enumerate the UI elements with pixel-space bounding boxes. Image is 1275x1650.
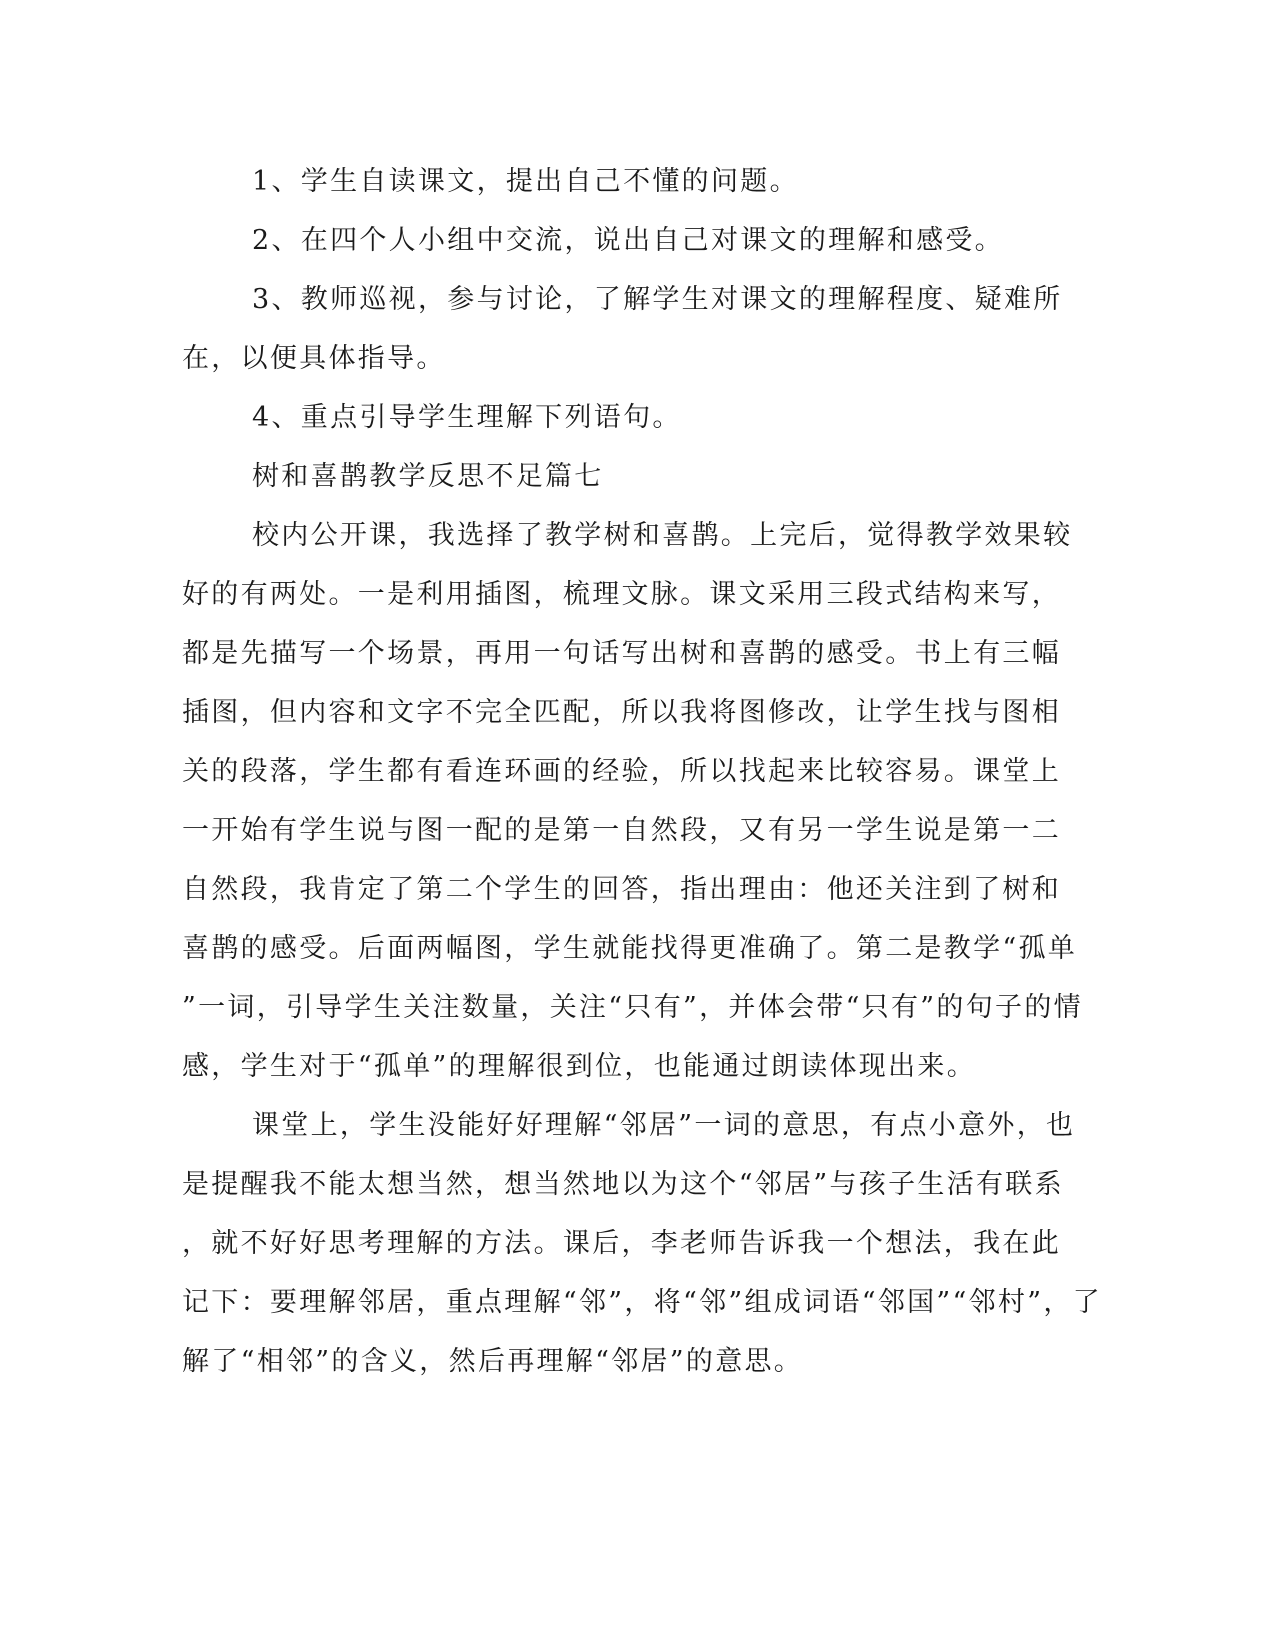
paragraph-step-3-continued: 在，以便具体指导。	[182, 343, 446, 374]
paragraph-step-1: 1、学生自读课文，提出自己不懂的问题。	[252, 166, 799, 197]
body-line: 记下：要理解邻居，重点理解“邻”，将“邻”组成词语“邻国”“邻村”，了	[182, 1287, 1102, 1318]
body-line: 关的段落，学生都有看连环画的经验，所以找起来比较容易。课堂上	[182, 756, 1061, 787]
body-line: 解了“相邻”的含义，然后再理解“邻居”的意思。	[182, 1346, 804, 1377]
paragraph-step-3: 3、教师巡视，参与讨论，了解学生对课文的理解程度、疑难所	[252, 284, 1063, 315]
body-line: 校内公开课，我选择了教学树和喜鹊。上完后，觉得教学效果较	[252, 520, 1073, 551]
body-line: 感，学生对于“孤单”的理解很到位，也能通过朗读体现出来。	[182, 1051, 977, 1082]
body-line: 插图，但内容和文字不完全匹配，所以我将图修改，让学生找与图相	[182, 697, 1061, 728]
body-line: 自然段，我肯定了第二个学生的回答，指出理由：他还关注到了树和	[182, 874, 1061, 905]
body-line: ，就不好好思考理解的方法。课后，李老师告诉我一个想法，我在此	[182, 1228, 1061, 1259]
body-line: 课堂上，学生没能好好理解“邻居”一词的意思，有点小意外，也	[252, 1110, 1076, 1141]
body-line: 是提醒我不能太想当然，想当然地以为这个“邻居”与孩子生活有联系	[182, 1169, 1064, 1200]
body-line: ”一词，引导学生关注数量，关注“只有”，并体会带“只有”的句子的情	[182, 992, 1083, 1023]
body-line: 好的有两处。一是利用插图，梳理文脉。课文采用三段式结构来写，	[182, 579, 1061, 610]
body-line: 喜鹊的感受。后面两幅图，学生就能找得更准确了。第二是教学“孤单	[182, 933, 1078, 964]
body-line: 都是先描写一个场景，再用一句话写出树和喜鹊的感受。书上有三幅	[182, 638, 1061, 669]
body-line: 一开始有学生说与图一配的是第一自然段，又有另一学生说是第一二	[182, 815, 1061, 846]
paragraph-step-2: 2、在四个人小组中交流，说出自己对课文的理解和感受。	[252, 225, 1004, 256]
paragraph-step-4: 4、重点引导学生理解下列语句。	[252, 402, 682, 433]
section-heading: 树和喜鹊教学反思不足篇七	[252, 461, 604, 492]
